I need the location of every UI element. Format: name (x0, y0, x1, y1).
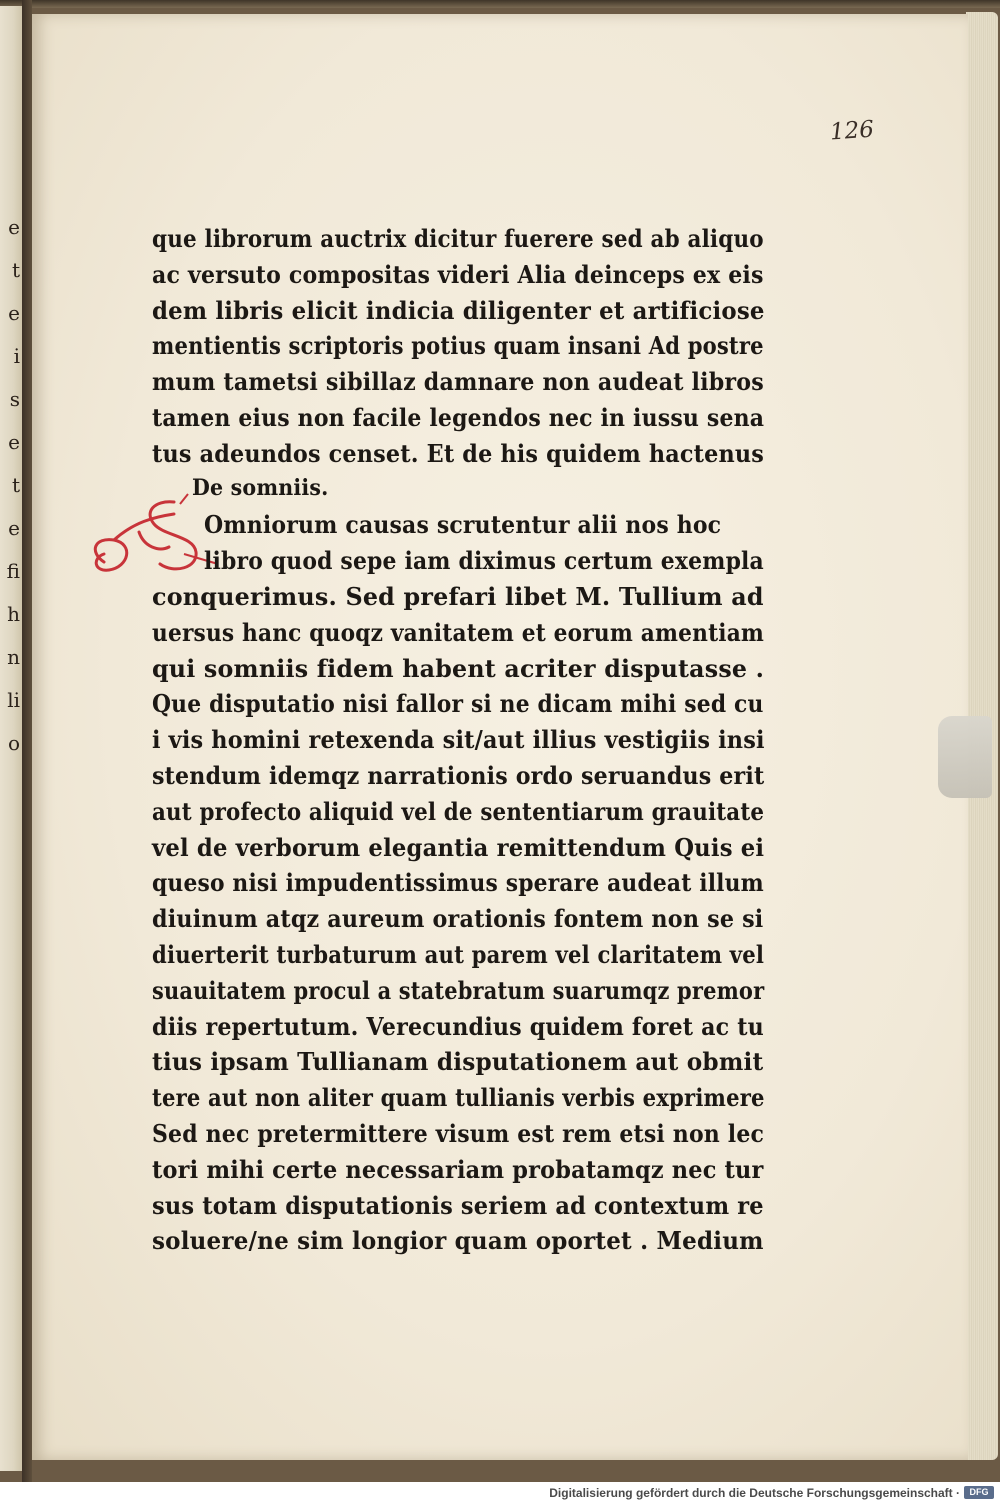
text-line: stendum idemqz narrationis ordo seruandus erit (152, 761, 765, 790)
text-line: diis repertutum. Verecundius quidem foret ac tu (152, 1011, 764, 1041)
text-line: uersus hanc quoqz vanitatem et eorum amentiam (152, 617, 765, 647)
book-gutter (22, 0, 32, 1482)
text-line: aut profecto aliquid vel de sententiarum grauitate (152, 796, 765, 826)
text-line: qui somniis fidem habent acriter disputasse . (152, 653, 765, 683)
facing-page-edge (0, 6, 22, 1471)
text-line: diuinum atqz aureum orationis fontem non se si (152, 904, 764, 934)
facing-page-letter: s (9, 387, 20, 411)
text-line: mum tametsi sibillaz damnare non audeat libros (152, 367, 764, 397)
text-line: i vis homini retexenda sit/aut illius vestigiis insi (152, 725, 765, 755)
binding-top-edge (0, 0, 1000, 8)
text-line: conquerimus. Sed prefari libet M. Tullium ad (152, 582, 764, 611)
text-line: soluere/ne sim longior quam oportet . Medium (152, 1226, 764, 1256)
text-line: ac versuto compositas videri Alia deinceps ex eis (152, 259, 764, 289)
section-heading: De somniis. (192, 474, 329, 501)
facing-page-letter: e (8, 430, 20, 454)
book-page (32, 14, 968, 1460)
text-line: Que disputatio nisi fallor si ne dicam mihi sed cu (152, 689, 764, 719)
facing-page-letter: e (8, 215, 20, 239)
text-line: tus adeundos censet. Et de his quidem hactenus (152, 438, 765, 468)
facing-page-letter: t (11, 258, 20, 282)
text-line: tori mihi certe necessariam probatamqz nec tur (152, 1154, 764, 1184)
facing-page-letters (2, 206, 20, 765)
facing-page-letter: e (8, 301, 20, 325)
text-line: tamen eius non facile legendos nec in iussu sena (152, 403, 765, 432)
bookmark-tab (938, 716, 992, 798)
initial-flourish (95, 502, 196, 570)
text-line: tere aut non aliter quam tullianis verbis exprimere (152, 1083, 765, 1113)
text-line: tius ipsam Tullianam disputationem aut obmit (152, 1047, 764, 1077)
facing-page-letter: fi (6, 559, 20, 583)
text-line: sus totam disputationis seriem ad contextum re (152, 1190, 764, 1220)
facing-page-letter: h (7, 602, 20, 626)
dfg-logo-icon: DFG (964, 1486, 994, 1499)
text-line: libro quod sepe iam diximus certum exempla (204, 546, 764, 576)
facing-page-letter: o (7, 731, 20, 755)
footer-credit: Digitalisierung gefördert durch die Deutsche Forschungsgemeinschaft · (549, 1486, 960, 1500)
text-line: vel de verborum elegantia remittendum Quis ei (152, 832, 765, 862)
facing-page-letter: i (13, 344, 20, 368)
decorated-initial-s (84, 492, 234, 592)
text-line: suauitatem procul a statebratum suarumqz premor (152, 975, 765, 1005)
text-line: dem libris elicit indicia diligenter et artificiose (152, 295, 765, 325)
facing-page-letter: n (7, 645, 20, 669)
text-line: que librorum auctrix dicitur fuerere sed ab aliquo (152, 224, 764, 253)
facing-page-letter: e (8, 516, 20, 540)
text-line: queso nisi impudentissimus sperare audeat illum (152, 868, 764, 898)
facing-page-letter: t (11, 473, 20, 497)
folio-number: 126 (829, 116, 875, 146)
text-line: Omniorum causas scrutentur alii nos hoc (204, 510, 722, 540)
text-line: diuerterit turbaturum aut parem vel claritatem vel (152, 940, 765, 969)
text-line: Sed nec pretermittere visum est rem etsi non lec (152, 1119, 765, 1148)
text-line: mentientis scriptoris potius quam insani Ad postre (152, 331, 764, 361)
facing-page-letter: li (7, 688, 20, 712)
